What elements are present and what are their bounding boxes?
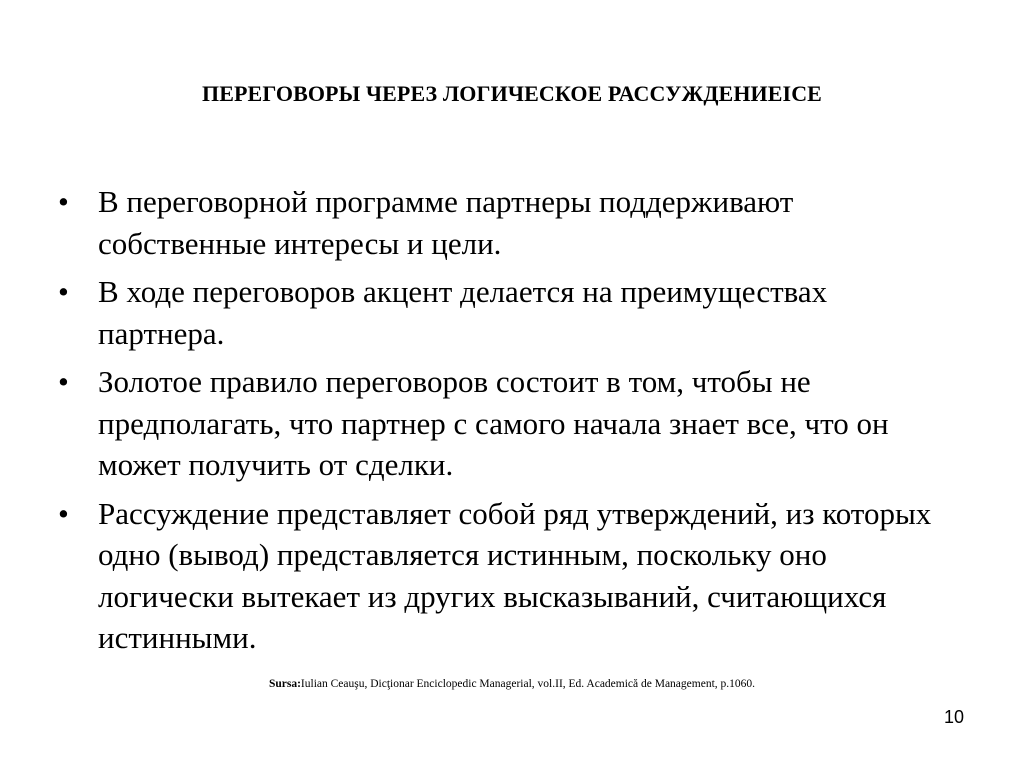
slide-title: ПЕРЕГОВОРЫ ЧЕРЕЗ ЛОГИЧЕСКОЕ РАССУЖДЕНИЕICE <box>202 81 822 106</box>
source-text: Iulian Ceauşu, Dicţionar Enciclopedic Managerial, vol.II, Ed. Academică de Management, p.1060. <box>300 678 756 690</box>
bullet-text: Рассуждение представляет собой ряд утверждений, из которых одно (вывод) представляется истинным, поскольку оно логически вытекает из других высказываний, считающихся истинными. <box>98 495 932 655</box>
bullet-text: В переговорной программе партнеры поддерживают собственные интересы и цели. <box>98 184 794 261</box>
bullet-dot-icon: • <box>58 495 69 531</box>
bullet-item <box>58 181 958 264</box>
bullet-item <box>58 361 958 486</box>
bullet-dot-icon: • <box>58 184 69 219</box>
bullet-list <box>58 181 958 666</box>
page-number: 10 <box>943 707 964 727</box>
bullet-dot-icon: • <box>58 364 69 399</box>
bullet-text: Золотое правило переговоров состоит в том, чтобы не предполагать, что партнер с самого начала знает все, что он может получить от сделки. <box>98 364 889 482</box>
source-label: Sursa: <box>268 678 301 690</box>
bullet-item <box>58 271 958 354</box>
bullet-dot-icon: • <box>58 274 69 309</box>
bullet-item <box>58 493 958 659</box>
bullet-text: В ходе переговоров акцент делается на преимуществах партнера. <box>98 274 828 351</box>
source-citation <box>0 676 1024 692</box>
